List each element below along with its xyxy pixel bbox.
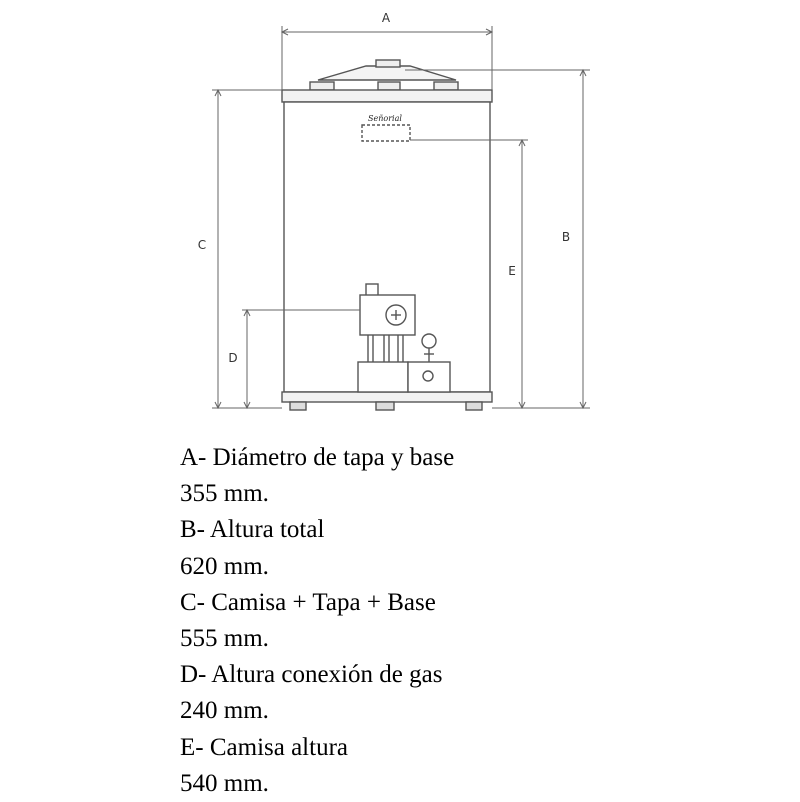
lid-vent-center — [378, 82, 400, 90]
foot-right — [466, 402, 482, 410]
spec-d-label: D- Altura conexión de gas — [180, 661, 443, 689]
heater-lid — [318, 66, 456, 80]
inspection-box — [408, 362, 450, 392]
spec-c-value: 555 mm. — [180, 624, 269, 652]
brand-label: Señorial — [368, 114, 402, 123]
spec-e-value: 540 mm. — [180, 769, 269, 797]
dim-e-label: E — [508, 264, 516, 278]
spec-e-label: E- Camisa altura — [180, 733, 348, 761]
bottom-rim — [282, 392, 492, 402]
spec-b-value: 620 mm. — [180, 552, 269, 580]
spec-d-value: 240 mm. — [180, 697, 269, 725]
dim-d-label: D — [228, 351, 238, 365]
foot-center — [376, 402, 394, 410]
spec-a-value: 355 mm. — [180, 480, 269, 508]
burner-box — [358, 362, 408, 392]
lid-knob — [376, 60, 400, 67]
spec-c-label: C- Camisa + Tapa + Base — [180, 588, 436, 616]
gas-valve — [360, 295, 415, 335]
dim-b-label: B — [561, 230, 571, 244]
foot-left — [290, 402, 306, 410]
heater-jacket — [284, 102, 490, 392]
spec-b-label: B- Altura total — [180, 516, 325, 544]
lid-vent-right — [434, 82, 458, 90]
top-rim — [282, 90, 492, 102]
heater-body — [282, 60, 492, 410]
lid-vent-left — [310, 82, 334, 90]
dim-c-label: C — [197, 238, 207, 252]
specifications-list — [180, 440, 780, 802]
spec-a-label: A- Diámetro de tapa y base — [180, 444, 455, 471]
dim-a-label: A — [381, 11, 391, 25]
